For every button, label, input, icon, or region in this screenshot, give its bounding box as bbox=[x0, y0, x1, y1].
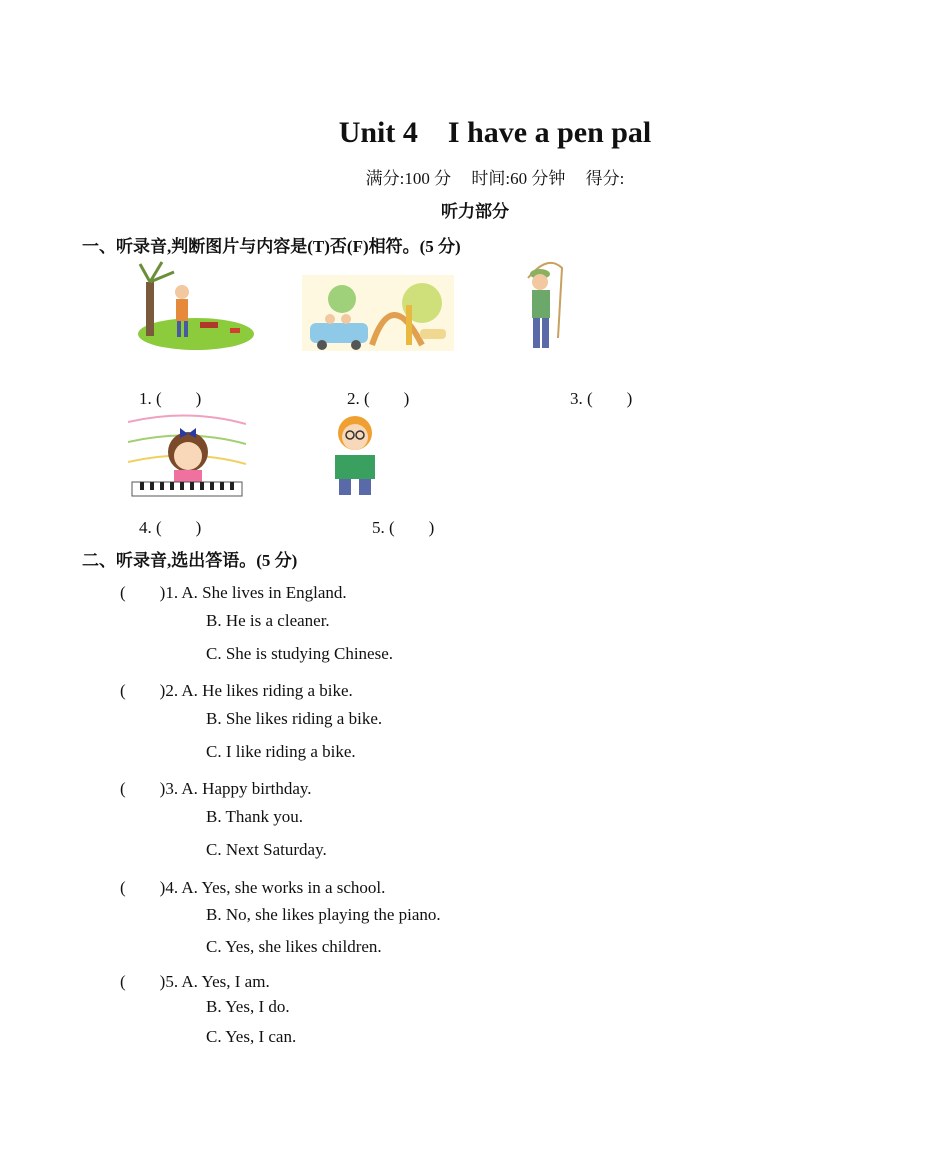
gardening-picture bbox=[134, 258, 256, 354]
piano-girl-picture bbox=[128, 412, 246, 498]
time-limit: 时间:60 分钟 bbox=[471, 169, 566, 188]
item-4-label: 4. ( ) bbox=[139, 518, 202, 537]
question-3-option-b: B. Thank you. bbox=[206, 807, 303, 826]
section1-heading: 一、听录音,判断图片与内容是(T)否(F)相符。(5 分) bbox=[82, 237, 461, 256]
question-4-option-c: C. Yes, she likes children. bbox=[206, 937, 382, 956]
question-5-option-b: B. Yes, I do. bbox=[206, 997, 290, 1016]
unit-name: I have a pen pal bbox=[447, 116, 652, 149]
item-1-label: 1. ( ) bbox=[139, 389, 202, 408]
question-1: ( )1. A. She lives in England. bbox=[120, 583, 347, 602]
section2-heading: 二、听录音,选出答语。(5 分) bbox=[82, 551, 298, 570]
question-3: ( )3. A. Happy birthday. bbox=[120, 779, 312, 798]
question-5-option-c: C. Yes, I can. bbox=[206, 1027, 297, 1046]
reading-boy-picture bbox=[329, 413, 381, 497]
unit-label: Unit 4 bbox=[338, 116, 418, 149]
item-5-label: 5. ( ) bbox=[372, 518, 435, 537]
question-1-option-c: C. She is studying Chinese. bbox=[206, 644, 394, 663]
score-got: 得分: bbox=[585, 169, 625, 188]
part-heading: 听力部分 bbox=[441, 202, 509, 221]
question-4-option-b: B. No, she likes playing the piano. bbox=[206, 905, 441, 924]
item-2-label: 2. ( ) bbox=[347, 389, 410, 408]
question-3-option-c: C. Next Saturday. bbox=[206, 840, 327, 859]
zoo-picture bbox=[302, 275, 454, 351]
fishing-boy-picture bbox=[518, 258, 568, 356]
question-2-option-c: C. I like riding a bike. bbox=[206, 742, 356, 761]
item-3-label: 3. ( ) bbox=[570, 389, 633, 408]
question-1-option-b: B. He is a cleaner. bbox=[206, 611, 330, 630]
exam-meta bbox=[0, 164, 950, 189]
page-title bbox=[0, 116, 950, 150]
full-score: 满分:100 分 bbox=[365, 169, 452, 188]
question-2: ( )2. A. He likes riding a bike. bbox=[120, 681, 353, 700]
question-5: ( )5. A. Yes, I am. bbox=[120, 972, 270, 991]
question-2-option-b: B. She likes riding a bike. bbox=[206, 709, 383, 728]
question-4: ( )4. A. Yes, she works in a school. bbox=[120, 878, 386, 897]
